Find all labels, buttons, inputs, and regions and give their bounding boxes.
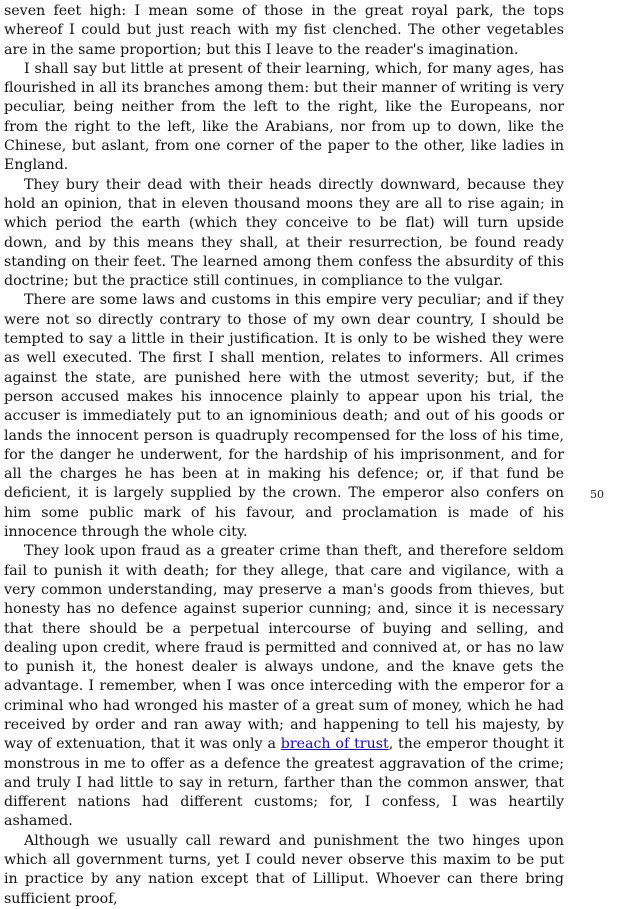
paragraph-3: They bury their dead with their heads directly downward, because they hold an opinion, that in eleven thousand moons they are all to rise again; in which period the earth (which they conceive to be flat) will turn upside down, and by this means they shall, at their resurrection, be found ready standing on their feet. The learned among them confess the absurdity of this doctrine; but the practice still continues, in compliance to the vulgar. (4, 176, 564, 290)
breach-of-trust-link[interactable]: breach of trust (280, 736, 389, 753)
paragraph-1: seven feet high: I mean some of those in the great royal park, the tops whereof I could but just reach with my fist clenched. The other vegetables are in the same proportion; but this I leave to the reader's imagination. (4, 3, 564, 58)
paragraph-2: I shall say but little at present of their learning, which, for many ages, has flourished in all its branches among them: but their manner of writing is very peculiar, being neither from the left to the right, like the Europeans, nor from the right to the left, like the Arabians, nor from up to down, like the Chinese, but aslant, from one corner of the paper to the other, like ladies in England. (4, 60, 564, 174)
paragraph-5 (4, 542, 564, 831)
margin-line-number: 50 (590, 488, 604, 501)
paragraph-6: Although we usually call reward and punishment the two hinges upon which all government turns, yet I could never observe this maxim to be put in practice by any nation except that of Lilliput. Whoever can there bring sufficient proof, (4, 832, 564, 907)
paragraph-4: There are some laws and customs in this empire very peculiar; and if they were not so directly contrary to those of my own dear country, I should be tempted to say a little in their justification. It is only to be wished they were as well executed. The first I shall mention, relates to informers. All crimes against the state, are punished here with the utmost severity; but, if the person accused makes his innocence plainly to appear upon his trial, the accuser is immediately put to an ignominious death; and out of his goods or lands the innocent person is quadruply recompensed for the loss of his time, for the danger he underwent, for the hardship of his imprisonment, and for all the charges he has been at in making his defence; or, if that fund be deficient, it is largely supplied by the crown. The emperor also confers on him some public mark of his favour, and proclamation is made of his innocence through the whole city. (4, 292, 564, 541)
paragraph-5-text-after: , the emperor thought it monstrous in me to offer as a defence the greatest aggravation of the crime; and truly I had little to say in return, farther than the common answer, that different nations had different customs; for, I confess, I was heartily ashamed. (4, 736, 564, 830)
paragraph-5-text-before: They look upon fraud as a greater crime than theft, and therefore seldom fail to punish it with death; for they allege, that care and vigilance, with a very common understanding, may preserve a man's goods from thieves, but honesty has no defence against superior cunning; and, since it is necessary that there should be a perpetual intercourse of buying and selling, and dealing upon credit, where fraud is permitted and connived at, or has no law to punish it, the honest dealer is always undone, and the knave gets the advantage. I remember, when I was once interceding with the emperor for a criminal who had wronged his master of a great sum of money, which he had received by order and ran away with; and happening to tell his majesty, by way of extenuation, that it was only a (4, 543, 564, 753)
book-page-text (4, 2, 564, 909)
